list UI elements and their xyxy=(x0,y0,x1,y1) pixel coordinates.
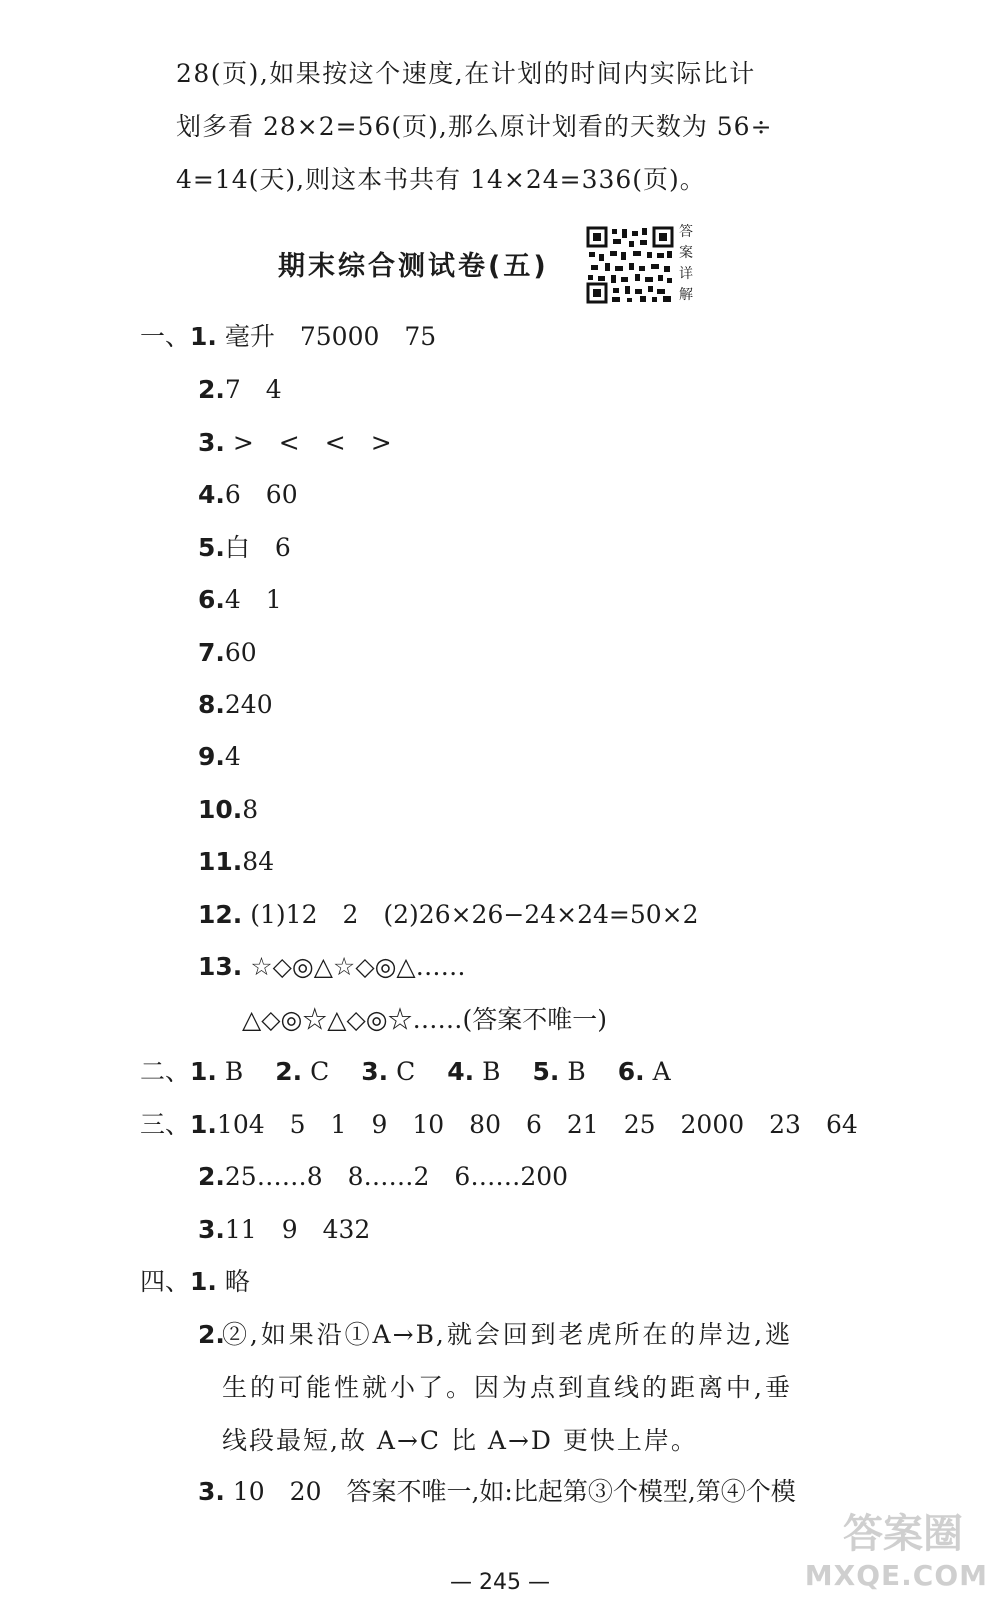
q-number: 8. xyxy=(198,690,225,719)
qr-label: 答案详解 xyxy=(679,224,693,303)
q-answer: 240 xyxy=(224,690,273,719)
intro-line-3: 4=14(天),则这本书共有 14×24=336(页)。 xyxy=(176,165,706,194)
q-answer: B xyxy=(224,1057,244,1086)
section4-q1 xyxy=(140,1265,250,1299)
q-number: 6. xyxy=(617,1057,645,1086)
section1-q12 xyxy=(198,898,699,932)
q-number: 6. xyxy=(198,585,225,614)
q-answer: (1)12 2 (2)26×26−24×24=50×2 xyxy=(250,900,699,929)
section1-q7 xyxy=(198,636,257,670)
section1-q1 xyxy=(140,320,436,354)
section1-q9 xyxy=(198,740,241,774)
section1-q2 xyxy=(198,373,282,407)
q-number: 7. xyxy=(198,638,225,667)
q-number: 2. xyxy=(198,375,225,404)
section1-q3 xyxy=(198,426,392,460)
q-answer: ☆◇◎△☆◇◎△…… xyxy=(250,952,466,981)
q-answer: A xyxy=(652,1057,671,1086)
watermark-url: MXQE.COM xyxy=(804,1559,988,1592)
section3-q3 xyxy=(198,1213,370,1247)
q-number: 10. xyxy=(198,795,243,824)
page-title: 期末综合测试卷(五) xyxy=(278,251,549,282)
intro-line-2: 划多看 28×2=56(页),那么原计划看的天数为 56÷ xyxy=(176,112,773,141)
q-answer: B xyxy=(482,1057,501,1086)
q-number: 13. xyxy=(198,952,243,981)
section1-q6 xyxy=(198,583,282,617)
q-number: 4. xyxy=(447,1057,475,1086)
section1-q13-line2: △◇◎☆△◇◎☆……(答案不唯一) xyxy=(242,1005,608,1034)
q-answer: 4 1 xyxy=(224,585,282,614)
section4-q3 xyxy=(198,1475,796,1509)
q-answer: B xyxy=(567,1057,586,1086)
q-answer: 10 20 答案不唯一,如:比起第③个模型,第④个模 xyxy=(232,1477,796,1506)
section1-q8 xyxy=(198,688,273,722)
q-number: 1. xyxy=(190,322,217,351)
q-answer: 6 60 xyxy=(224,480,298,509)
section1-mark: 一、 xyxy=(140,322,191,351)
q-answer: 104 5 1 9 10 80 6 21 25 2000 23 64 xyxy=(216,1110,858,1139)
section3-q1 xyxy=(140,1108,858,1142)
q-number: 12. xyxy=(198,900,243,929)
q-answer: 60 xyxy=(224,638,257,667)
watermark-logo xyxy=(804,1502,992,1592)
q-number: 5. xyxy=(198,533,225,562)
q-number: 3. xyxy=(198,1215,225,1244)
q-number: 1. xyxy=(190,1057,217,1086)
q-number: 3. xyxy=(361,1057,389,1086)
q-answer: 4 xyxy=(224,742,241,771)
q-answer: 84 xyxy=(242,847,275,876)
page-number: — 245 — xyxy=(450,1570,550,1595)
section3-q2 xyxy=(198,1160,568,1194)
q-answer: 7 4 xyxy=(224,375,282,404)
q-number: 3. xyxy=(198,428,225,457)
q-number: 11. xyxy=(198,847,243,876)
intro-line-1: 28(页),如果按这个速度,在计划的时间内实际比计 xyxy=(176,59,756,88)
section1-q13 xyxy=(198,950,466,984)
q-answer: C xyxy=(310,1057,330,1086)
q-number: 4. xyxy=(198,480,225,509)
q-answer: 略 xyxy=(224,1267,250,1296)
q-number: 2. xyxy=(198,1162,225,1191)
q-number: 2. xyxy=(275,1057,303,1086)
section4-mark: 四、 xyxy=(140,1267,191,1296)
q-answer: 毫升 75000 75 xyxy=(224,322,437,351)
watermark-text: 答案圈 xyxy=(843,1511,963,1557)
section1-q4 xyxy=(198,478,298,512)
qr-code-icon[interactable] xyxy=(585,225,675,305)
q-answer: 白 6 xyxy=(224,533,291,562)
section2-answers xyxy=(140,1055,671,1089)
q-answer: 25……8 8……2 6……200 xyxy=(224,1162,569,1191)
q-number: 9. xyxy=(198,742,225,771)
q-number: 1. xyxy=(190,1267,217,1296)
q-answer: 11 9 432 xyxy=(224,1215,371,1244)
q-answer: 8 xyxy=(242,795,259,824)
section3-mark: 三、 xyxy=(140,1110,191,1139)
q-answer: > < < > xyxy=(232,428,392,457)
section4-q2-answer xyxy=(222,1308,792,1467)
q-answer: C xyxy=(396,1057,416,1086)
q-number: 2. xyxy=(198,1320,225,1349)
section1-q11 xyxy=(198,845,274,879)
section1-q10 xyxy=(198,793,258,827)
q-answer: ②,如果沿①A→B,就会回到老虎所在的岸边,逃生的可能性就小了。因为点到直线的距离中,垂线段最短,故 A→C 比 A→D 更快上岸。 xyxy=(222,1320,792,1455)
q-number: 3. xyxy=(198,1477,225,1506)
q-number: 1. xyxy=(190,1110,217,1139)
section1-q5 xyxy=(198,531,291,565)
section4-q2-number xyxy=(198,1318,225,1352)
section2-mark: 二、 xyxy=(140,1057,191,1086)
q-number: 5. xyxy=(532,1057,560,1086)
